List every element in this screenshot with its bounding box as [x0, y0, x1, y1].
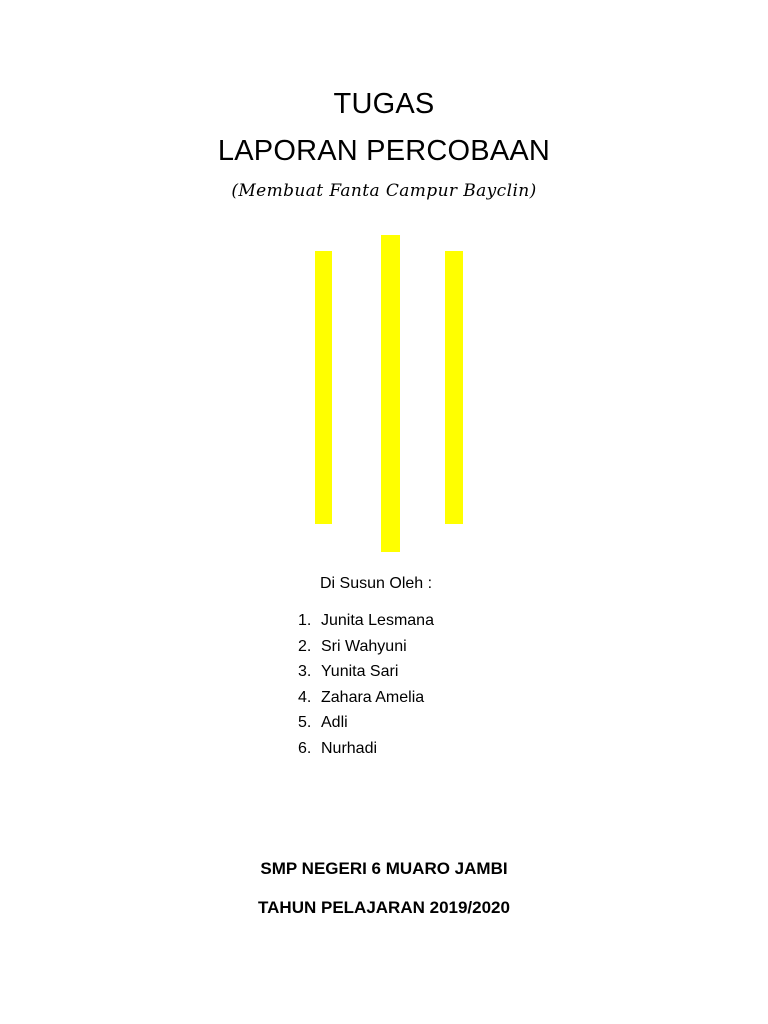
member-number: 3. — [298, 663, 312, 681]
member-number: 4. — [298, 688, 312, 706]
member-name: Zahara Amelia — [321, 688, 425, 706]
member-name: Sri Wahyuni — [321, 637, 407, 655]
document-subtitle: (Membuat Fanta Campur Bayclin) — [231, 181, 537, 201]
list-item — [298, 739, 434, 765]
compiled-by-label: Di Susun Oleh : — [320, 575, 433, 592]
school-name: SMP NEGERI 6 MUARO JAMBI — [260, 859, 508, 878]
member-number: 2. — [298, 637, 312, 655]
yellow-bar-right — [445, 251, 463, 524]
academic-year: TAHUN PELAJARAN 2019/2020 — [258, 898, 510, 917]
member-name: Junita Lesmana — [321, 612, 434, 629]
list-item — [298, 713, 434, 739]
yellow-bar-middle — [381, 235, 400, 552]
member-name: Nurhadi — [321, 739, 378, 757]
document-title: TUGAS — [333, 88, 435, 120]
yellow-bar-left — [315, 251, 332, 524]
member-number: 6. — [298, 739, 312, 757]
list-item — [298, 662, 434, 688]
document-report-title: LAPORAN PERCOBAAN — [217, 135, 551, 167]
list-item — [298, 637, 434, 663]
member-list — [298, 611, 434, 765]
list-item — [298, 611, 434, 637]
member-number: 1. — [298, 612, 312, 629]
list-item — [298, 688, 434, 714]
member-name: Yunita Sari — [321, 663, 399, 681]
member-name: Adli — [321, 714, 348, 732]
member-number: 5. — [298, 714, 312, 732]
